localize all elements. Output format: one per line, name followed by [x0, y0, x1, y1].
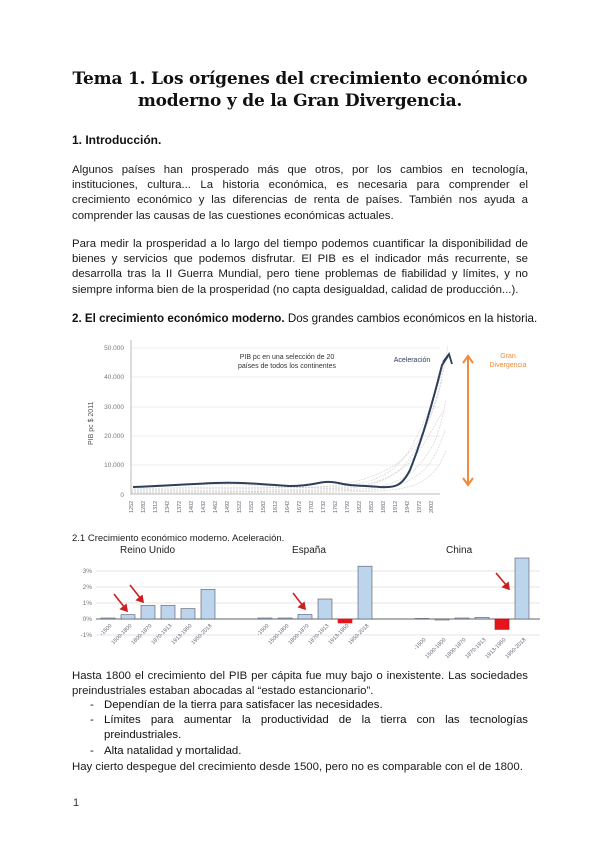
svg-text:países de todos los continente: países de todos los continentes — [237, 363, 337, 370]
svg-text:Divergencia: Divergencia — [489, 362, 527, 369]
bullet-text: Dependían de la tierra para satisfacer las necesidades. — [104, 699, 383, 711]
bar-x-labels-china — [413, 637, 527, 660]
bar-y-axis-labels — [80, 568, 92, 639]
svg-text:1252: 1252 — [129, 500, 135, 513]
section-2-heading-rest: Dos grandes cambios económicos en la historia. — [284, 312, 538, 325]
list-item — [72, 698, 528, 713]
bar — [258, 618, 272, 619]
gdp-line-chart — [80, 335, 540, 525]
chart-annotation — [238, 354, 337, 370]
svg-text:0%: 0% — [82, 616, 92, 623]
bar — [515, 558, 529, 619]
svg-text:3%: 3% — [82, 568, 92, 575]
bar — [181, 609, 195, 619]
svg-text:1912: 1912 — [393, 500, 399, 513]
svg-text:10.000: 10.000 — [104, 462, 124, 469]
svg-text:PIB pc en una selección de 20: PIB pc en una selección de 20 — [239, 354, 335, 361]
svg-text:40.000: 40.000 — [104, 374, 124, 381]
paragraph-takeoff: Hay cierto despegue del crecimiento desde 1500, pero no es comparable con el de 1800. — [72, 761, 523, 773]
bullet-text: Límites para aumentar la productividad de la tierra con las tecnologías preindustriales. — [104, 714, 528, 742]
bar — [141, 605, 155, 619]
svg-text:1500-1800: 1500-1800 — [267, 623, 291, 647]
svg-text:-1%: -1% — [80, 632, 92, 639]
svg-text:2002: 2002 — [429, 500, 435, 513]
acceleration-label: Aceleración — [393, 357, 431, 364]
title-line-1: Tema 1. Los orígenes del crecimiento económico — [72, 69, 528, 89]
svg-text:1702: 1702 — [309, 500, 315, 513]
bullet-dash: - — [90, 714, 94, 727]
svg-text:1870-1913: 1870-1913 — [150, 623, 174, 647]
bar — [298, 615, 312, 620]
svg-text:1732: 1732 — [321, 500, 327, 513]
bar — [358, 566, 372, 619]
title-line-2: moderno y de la Gran Divergencia. — [137, 91, 463, 111]
svg-text:1342: 1342 — [165, 500, 171, 513]
section-1-heading: 1. Introducción. — [72, 133, 162, 147]
bar — [161, 605, 175, 619]
main-gdp-line — [133, 356, 448, 487]
bar — [318, 599, 332, 619]
bullet-text: Alta natalidad y mortalidad. — [104, 744, 242, 757]
bar — [121, 615, 135, 619]
country-label-uk: Reino Unido — [120, 545, 176, 556]
svg-text:1402: 1402 — [189, 500, 195, 513]
svg-text:1582: 1582 — [261, 500, 267, 513]
svg-text:1%: 1% — [82, 600, 92, 607]
page-number: 1 — [73, 797, 80, 809]
svg-text:-1500: -1500 — [413, 637, 428, 652]
bullet-list — [72, 698, 528, 759]
svg-text:1882: 1882 — [381, 500, 387, 513]
svg-text:1950-2018: 1950-2018 — [190, 623, 214, 647]
svg-text:1913-1950: 1913-1950 — [327, 623, 351, 647]
bar — [495, 619, 509, 629]
bar — [435, 619, 449, 620]
country-label-china: China — [446, 545, 473, 556]
bar — [475, 617, 489, 619]
svg-text:-1500: -1500 — [99, 623, 114, 638]
svg-text:Gran: Gran — [500, 353, 516, 360]
bars-reino-unido — [101, 589, 215, 619]
country-label-spain: España — [292, 545, 326, 556]
bar — [415, 619, 429, 620]
svg-text:2%: 2% — [82, 584, 92, 591]
bars-espana — [258, 566, 372, 623]
svg-text:1913-1950: 1913-1950 — [170, 623, 194, 647]
svg-text:1800-1870: 1800-1870 — [287, 623, 311, 647]
svg-text:1432: 1432 — [201, 500, 207, 513]
y-axis-title: PIB pc $ 2011 — [88, 401, 95, 445]
subsection-caption: 2.1 Crecimiento económico moderno. Aceleración. — [72, 533, 285, 544]
intro-paragraph-2: Para medir la prosperidad a lo largo del tiempo podemos cuantificar la disponibilidad de bienes y servicios que podemos disfrutar. El PIB es el indicador más recurrente, se desarrolla tras la II Guerra Mundial, pero tiene problemas de fiabilidad y límites, y no siempre informa bien de la prosperidad (no capta desigualdad, calidad de producción...). — [72, 238, 528, 296]
svg-text:1942: 1942 — [405, 500, 411, 513]
svg-text:1282: 1282 — [141, 500, 147, 513]
intro-paragraph-1: Algunos países han prosperado más que otros, por los cambios en tecnología, instituciones, cultura... La historia económica, es necesaria para comprender el crecimiento económico y las diferencias de renta de países. También nos ayuda a comprender las causas de las cuestiones económicas actuales. — [72, 164, 528, 222]
svg-text:1950-2018: 1950-2018 — [347, 623, 371, 647]
divergence-label — [490, 353, 527, 369]
bar — [338, 619, 352, 623]
svg-text:1672: 1672 — [297, 500, 303, 513]
section-2-heading-bold: 2. El crecimiento económico moderno. — [72, 312, 285, 325]
svg-text:1500-1800: 1500-1800 — [110, 623, 134, 647]
bar — [455, 618, 469, 619]
svg-text:1312: 1312 — [153, 500, 159, 513]
svg-text:1870-1913: 1870-1913 — [307, 623, 331, 647]
svg-text:1972: 1972 — [417, 500, 423, 513]
y-axis-labels — [104, 345, 124, 499]
svg-text:1913-1950: 1913-1950 — [484, 637, 508, 661]
paragraph-stagnation: Hasta 1800 el crecimiento del PIB per cápita fue muy bajo o inexistente. Las sociedades preindustriales estaban abocadas al “estado estancionario”. — [72, 670, 528, 698]
svg-text:0: 0 — [120, 492, 124, 499]
x-axis-labels — [129, 501, 435, 513]
svg-text:1642: 1642 — [285, 500, 291, 513]
svg-text:1870-1913: 1870-1913 — [464, 637, 488, 661]
svg-text:1552: 1552 — [249, 500, 255, 513]
svg-text:50.000: 50.000 — [104, 345, 124, 352]
svg-text:1950-2018: 1950-2018 — [504, 637, 528, 661]
svg-text:30.000: 30.000 — [104, 404, 124, 411]
svg-text:1800-1870: 1800-1870 — [130, 623, 154, 647]
svg-text:-1500: -1500 — [256, 623, 271, 638]
list-item — [72, 744, 528, 759]
svg-text:1500-1800: 1500-1800 — [424, 637, 448, 661]
document-title — [0, 68, 600, 112]
svg-text:1822: 1822 — [357, 500, 363, 513]
svg-text:1462: 1462 — [213, 500, 219, 513]
divergence-arrow — [463, 356, 473, 485]
svg-text:1792: 1792 — [345, 500, 351, 513]
bullet-dash: - — [90, 744, 94, 757]
svg-text:1800-1870: 1800-1870 — [444, 637, 468, 661]
svg-text:1612: 1612 — [273, 500, 279, 513]
section-2-heading — [72, 312, 542, 325]
bar — [278, 618, 292, 619]
growth-bar-chart — [60, 556, 540, 666]
svg-text:1522: 1522 — [237, 500, 243, 513]
svg-text:1372: 1372 — [177, 500, 183, 513]
svg-text:20.000: 20.000 — [104, 433, 124, 440]
bullet-dash: - — [90, 699, 94, 711]
bar — [101, 618, 115, 619]
svg-text:1762: 1762 — [333, 500, 339, 513]
svg-text:1492: 1492 — [225, 500, 231, 513]
bar — [201, 589, 215, 619]
svg-text:1852: 1852 — [369, 500, 375, 513]
list-item — [72, 713, 528, 743]
